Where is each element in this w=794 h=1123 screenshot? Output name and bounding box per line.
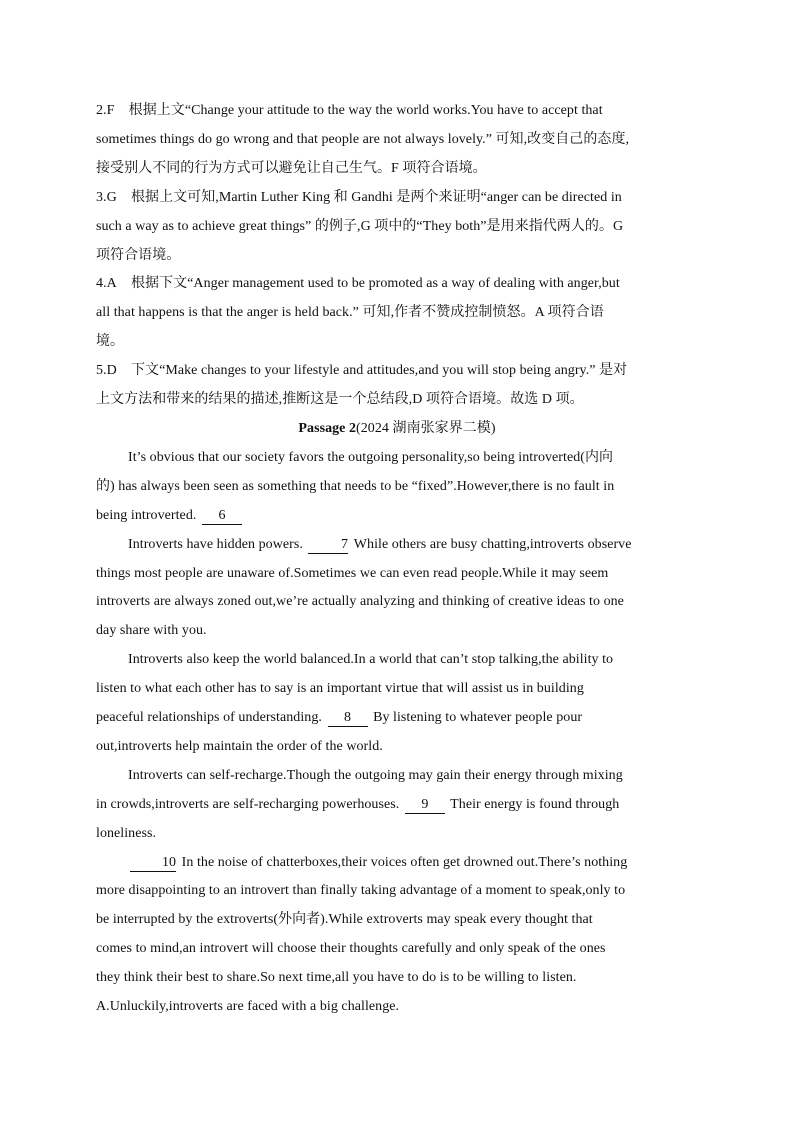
answer-line: 4.A 根据下文“Anger management used to be promoted as a way of dealing with anger,but [96,276,620,292]
blank-6[interactable]: 6 [202,507,242,525]
paragraph-line: out,introverts help maintain the order of the world. [96,738,383,754]
blank-10[interactable]: 10 [130,854,176,872]
answer-explanation-5 [96,357,698,415]
paragraph-line: day share with you. [96,623,207,639]
answer-line: all that happens is that the anger is held back.” 可知,作者不赞成控制愤怒。A 项符合语 [96,305,604,321]
paragraph-2 [96,531,698,647]
answer-line: 3.G 根据上文可知,Martin Luther King 和 Gandhi 是两个来证明“anger can be directed in [96,189,622,205]
answer-label: 2.F [96,103,115,118]
paragraph-line: listen to what each other has to say is an important virtue that will assist us in building [96,681,584,697]
answer-line: such a way as to achieve great things” 的例子,G 项中的“They both”是用来指代两人的。G [96,218,624,234]
paragraph-line: It’s obvious that our society favors the outgoing personality,so being introverted(内向 [128,449,614,465]
option-a: A.Unluckily,introverts are faced with a big challenge. [96,999,400,1015]
option-list [96,993,698,1022]
paragraph-4 [96,762,698,849]
passage-source: (2024 湖南张家界二模) [356,420,496,436]
answer-explanation-3 [96,184,698,271]
answer-line: 境。 [96,334,125,350]
answer-line: 接受别人不同的行为方式可以避免让自己生气。F 项符合语境。 [96,160,487,176]
paragraph-line: Introverts have hidden powers. 7 While others are busy chatting,introverts observe [128,536,632,552]
answer-label: 4.A [96,276,117,292]
paragraph-3 [96,646,698,762]
paragraph-line: in crowds,introverts are self-recharging powerhouses. 9 Their energy is found through [96,796,620,812]
paragraph-line: loneliness. [96,825,157,841]
paragraph-line: 的) has always been seen as something that needs to be “fixed”.However,there is no fault in [96,478,615,494]
blank-7[interactable]: 7 [308,536,348,554]
answer-explanation-2 [96,97,698,184]
answer-line: 上文方法和带来的结果的描述,推断这是一个总结段,D 项符合语境。故选 D 项。 [96,392,584,408]
paragraph-line: 10 In the noise of chatterboxes,their voices often get drowned out.There’s nothing [96,849,698,878]
paragraph-1 [96,444,698,531]
blank-9[interactable]: 9 [405,796,445,814]
paragraph-line: introverts are always zoned out,we’re actually analyzing and thinking of creative ideas to one [96,594,624,610]
answer-line: 5.D 下文“Make changes to your lifestyle and attitudes,and you will stop being angry.” 是对 [96,363,628,379]
answer-label: 5.D [96,363,117,379]
paragraph-line: they think their best to share.So next time,all you have to do is to be willing to listen. [96,970,577,986]
paragraph-line: more disappointing to an introvert than finally taking advantage of a moment to speak,only to [96,883,626,899]
answer-line: sometimes things do go wrong and that people are not always lovely.” 可知,改变自己的态度, [96,131,630,147]
passage-title: Passage 2(2024 湖南张家界二模) [298,420,496,436]
paragraph-line: peaceful relationships of understanding. 8 By listening to whatever people pour [96,710,583,726]
paragraph-line: be interrupted by the extroverts(外向者).While extroverts may speak every thought that [96,912,593,928]
answer-line: 项符合语境。 [96,247,181,263]
paragraph-line: being introverted. 6 [96,502,698,531]
paragraph-line: comes to mind,an introvert will choose their thoughts carefully and only speak of the ones [96,941,606,957]
answer-line: 2.F 根据上文“Change your attitude to the way the world works.You have to accept that [96,103,603,118]
paragraph-5 [96,849,698,994]
document-page [96,97,698,1022]
answer-label: 3.G [96,189,117,205]
paragraph-line: things most people are unaware of.Sometimes we can even read people.While it may seem [96,565,609,581]
paragraph-line: Introverts can self-recharge.Though the outgoing may gain their energy through mixing [128,767,623,783]
answer-explanation-4 [96,270,698,357]
blank-8[interactable]: 8 [328,709,368,727]
paragraph-line: Introverts also keep the world balanced.In a world that can’t stop talking,the ability to [128,652,614,668]
